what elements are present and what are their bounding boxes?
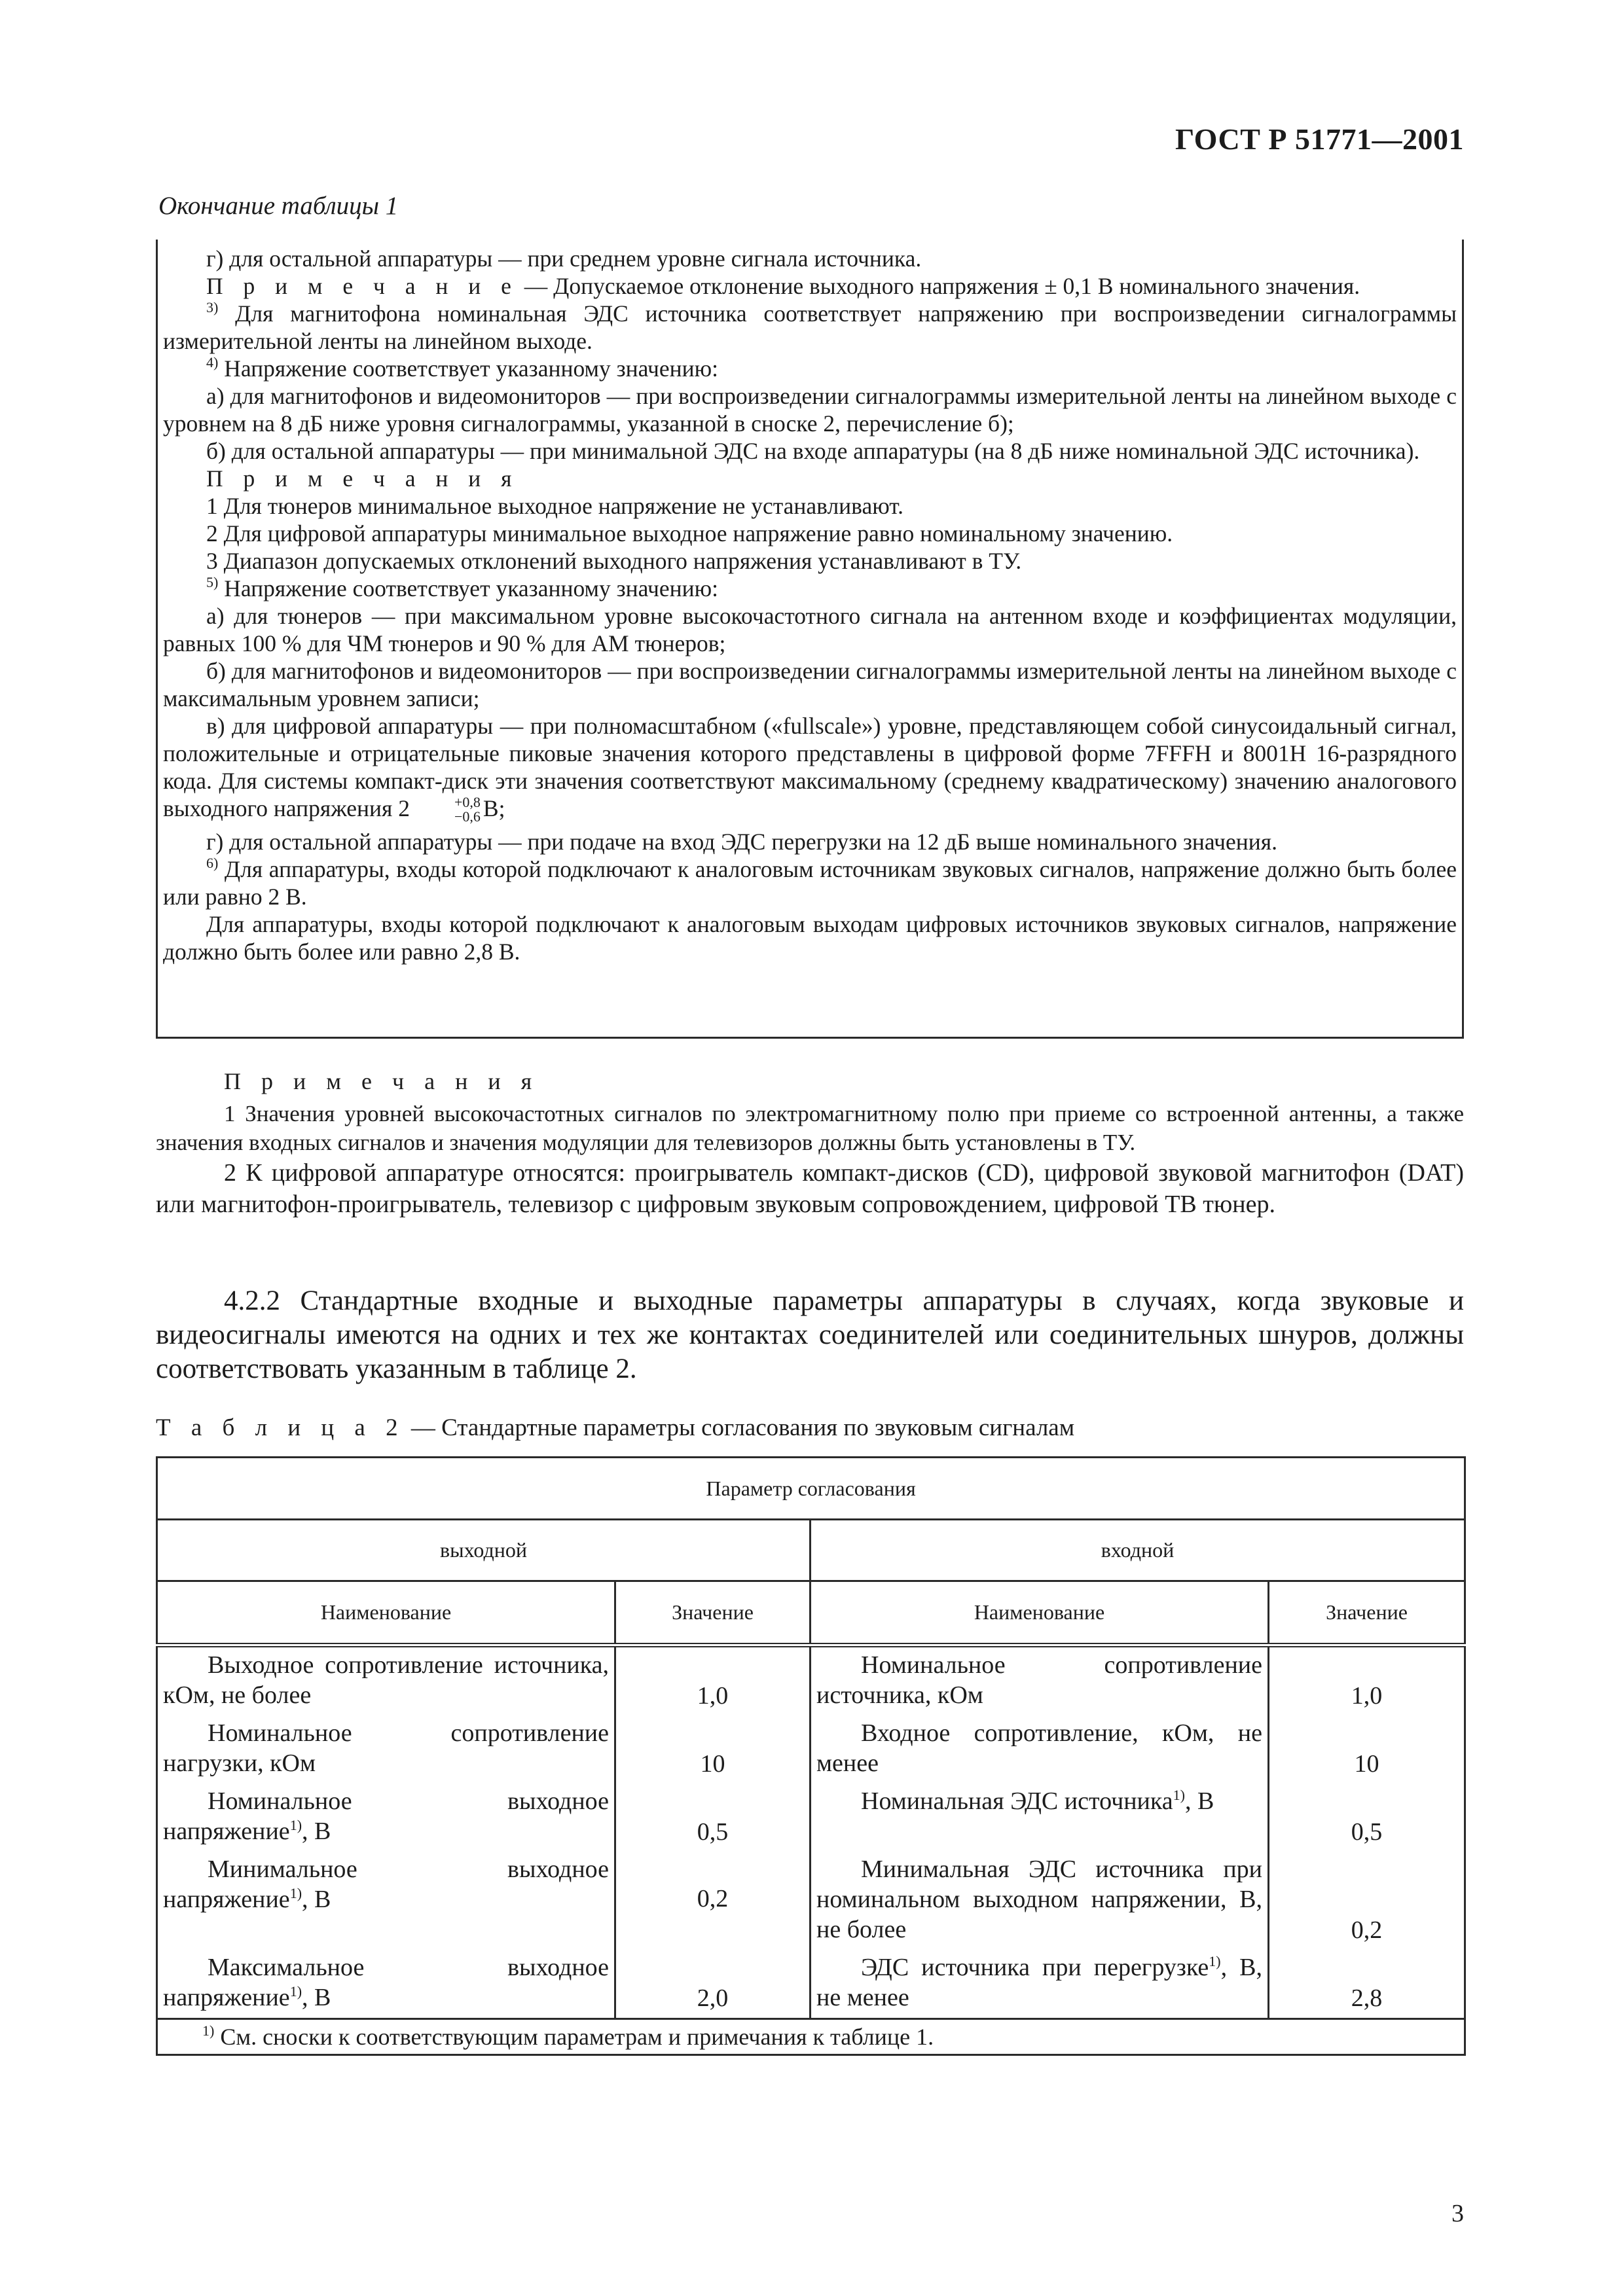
footnote-4-b: б) для остальной аппаратуры — при минимальной ЭДС на входе аппаратуры (на 8 дБ ниже номинальной ЭДС источника). [206, 438, 1420, 464]
notes-head: П р и м е ч а н и я [206, 465, 519, 492]
footnote-5-a: а) для тюнеров — при максимальном уровне высокочастотного сигнала на антенном входе и коэффициентах модуляции, равных 100 % для ЧМ тюнеров и 90 % для АМ тюнеров; [163, 603, 1457, 656]
out-value-cell: 10 [615, 1715, 811, 1784]
footnote-4-a: а) для магнитофонов и видеомониторов — при воспроизведении сигналограммы измерительной ленты на линейном выходе с уровнем на 8 дБ ниже уровня сигналограммы, указанной в сноске 2, перечисление б); [163, 383, 1457, 437]
header-output: выходной [157, 1520, 811, 1581]
out-name-cell: Выходное сопротивление источника, кОм, не более [157, 1645, 615, 1716]
out-value-cell: 0,5 [615, 1784, 811, 1852]
in-value-cell: 0,5 [1269, 1784, 1465, 1852]
footnote-6: $^{6)}$ Для аппаратуры, входы которой подключают к аналоговым источникам звуковых сигналов, напряжение должно быть более или равно 2 В. [163, 855, 1457, 910]
tolerance-fraction: +0,8 −0,6 [454, 794, 481, 825]
in-value-cell: 1,0 [1269, 1645, 1465, 1716]
out-value-cell: 1,0 [615, 1645, 811, 1716]
note-tolerance: П р и м е ч а н и е — Допускаемое отклонение выходного напряжения ± 0,1 В номинального значения. [206, 273, 1360, 299]
in-name-cell: Минимальная ЭДС источника при номинальном выходном напряжении, В, не более [811, 1852, 1269, 1950]
notes-block-1: 1 Значения уровней высокочастотных сигналов по электромагнитному полю при приеме со встроенной антенны, а также значения входных сигналов и значения модуляции для телевизоров должны быть установлены в ТУ. [156, 1101, 1464, 1155]
table-row [157, 1784, 1465, 1852]
in-value-cell: 0,2 [1269, 1852, 1465, 1950]
in-value-cell: 2,8 [1269, 1950, 1465, 2019]
table2-caption: Т а б л и ц а 2 — Стандартные параметры согласования по звуковым сигналам [156, 1414, 1075, 1441]
in-value-cell: 10 [1269, 1715, 1465, 1784]
out-name-cell: Минимальное выходное напряжение$^{1)}$, В [157, 1852, 615, 1950]
table-row [157, 1645, 1465, 1716]
table2-footnote: $^{1)}$ См. сноски к соответствующим параметрам и примечания к таблице 1. [157, 2019, 1465, 2055]
footnote-3: $^{3)}$ Для магнитофона номинальная ЭДС источника соответствует напряжению при воспроизведении сигналограммы измерительной ленты на линейном выходе. [163, 299, 1457, 354]
in-name-cell: Номинальное сопротивление источника, кОм [811, 1645, 1269, 1716]
in-name-cell: ЭДС источника при перегрузке$^{1)}$, В, не менее [811, 1950, 1269, 2019]
note-2: 2 Для цифровой аппаратуры минимальное выходное напряжение равно номинальному значению. [206, 520, 1173, 547]
footnote-5-b: б) для магнитофонов и видеомониторов — при воспроизведении сигналограммы измерительной ленты на линейном выходе с максимальным уровнем записи; [163, 658, 1457, 711]
table1-continuation-caption: Окончание таблицы 1 [158, 192, 399, 220]
footnote-5-d: г) для остальной аппаратуры — при подаче на вход ЭДС перегрузки на 12 дБ выше номинального значения. [206, 829, 1277, 855]
notes-block-2: 2 К цифровой аппаратуре относятся: проигрыватель компакт-дисков (CD), цифровой звуковой магнитофон (DAT) или магнитофон-проигрыватель, телевизор с цифровым звуковым сопровождением, цифровой ТВ тюнер. [156, 1159, 1464, 1218]
out-name-cell: Номинальное сопротивление нагрузки, кОм [157, 1715, 615, 1784]
table2 [156, 1456, 1466, 2056]
section-4-2-2 [156, 1284, 1464, 1386]
out-name-cell: Максимальное выходное напряжение$^{1)}$, В [157, 1950, 615, 2019]
out-value-cell: 0,2 [615, 1852, 811, 1950]
footnote-4: $^{4)}$ Напряжение соответствует указанному значению: [206, 354, 718, 382]
header-in-value: Значение [1269, 1581, 1465, 1645]
footnote-5: $^{5)}$ Напряжение соответствует указанному значению: [206, 574, 718, 601]
table-row [157, 1950, 1465, 2019]
page-number: 3 [1451, 2200, 1464, 2227]
notes-block-head: П р и м е ч а н и я [224, 1068, 539, 1094]
in-name-cell: Номинальная ЭДС источника$^{1)}$, В [811, 1784, 1269, 1852]
header-input: входной [811, 1520, 1465, 1581]
footnote-6-2: Для аппаратуры, входы которой подключают к аналоговым выходам цифровых источников звуковых сигналов, напряжение должно быть более или равно 2,8 В. [163, 911, 1457, 965]
section-4-2-2-text: 4.2.2 Стандартные входные и выходные параметры аппаратуры в случаях, когда звуковые и видеосигналы имеются на одних и тех же контактах соединителей или соединительных шнуров, должны соответствовать указанным в таблице 2. [156, 1285, 1464, 1384]
table-row [157, 1852, 1465, 1950]
out-value-cell: 2,0 [615, 1950, 811, 2019]
footnote-5-c: в) для цифровой аппаратуры — при полномасштабном («fullscale») уровне, представляющем собой синусоидальный сигнал, положительные и отрицательные пиковые значения которого представлены в цифровой форме 7FFFH и 8001H 16-разрядного кода. Для системы компакт-диск эти значения соответствуют максимальному (среднему квадратическому) значению аналогового выходного напряжения 2 +0,8 −0,6 В; [163, 713, 1457, 825]
header-in-name: Наименование [811, 1581, 1269, 1645]
note-1: 1 Для тюнеров минимальное выходное напряжение не устанавливают. [206, 493, 903, 519]
header-out-value: Значение [615, 1581, 811, 1645]
note-head: П р и м е ч а н и е [206, 273, 519, 299]
document-id: ГОСТ Р 51771—2001 [1175, 122, 1464, 156]
in-name-cell: Входное сопротивление, кОм, не менее [811, 1715, 1269, 1784]
notes-block [156, 1067, 1464, 1220]
item-g-average: г) для остальной аппаратуры — при среднем уровне сигнала источника. [206, 245, 922, 272]
table-row [157, 1715, 1465, 1784]
out-name-cell: Номинальное выходное напряжение$^{1)}$, В [157, 1784, 615, 1852]
header-param: Параметр согласования [157, 1458, 1465, 1520]
header-out-name: Наименование [157, 1581, 615, 1645]
note-3: 3 Диапазон допускаемых отклонений выходного напряжения устанавливают в ТУ. [206, 548, 1022, 574]
table1-continuation-box [156, 240, 1464, 1039]
